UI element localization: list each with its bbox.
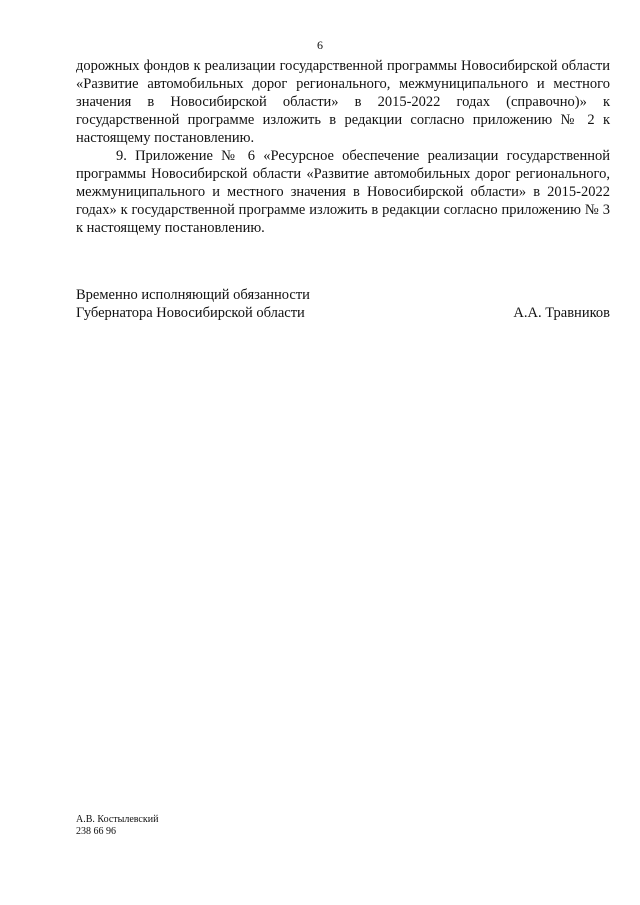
signature-position-line2: Губернатора Новосибирской области: [76, 305, 305, 321]
page-number: 6: [317, 38, 323, 52]
signature-row: [76, 304, 610, 322]
signature-block: [76, 286, 610, 322]
executor-phone: 238 66 96: [76, 826, 116, 837]
executor-footer: [76, 814, 158, 838]
paragraph-9: 9. Приложение № 6 «Ресурсное обеспечение реализации государственной программы Новосибирской области «Развитие автомобильных дорог регионального, межмуниципального и местного значения в Новосибирской области» в 2015-2022 годах» к государственной программе изложить в редакции согласно приложению № 3 к настоящему постановлению.: [76, 148, 610, 236]
signature-position-line1: Временно исполняющий обязанности: [76, 287, 310, 303]
paragraph-continued: дорожных фондов к реализации государственной программы Новосибирской области «Развитие автомобильных дорог регионального, межмуниципального и местного значения в Новосибирской области» в 2015-2022 годах (справочно)» к государственной программе изложить в редакции согласно приложению № 2 к настоящему постановлению.: [76, 58, 610, 146]
signatory-name: А.А. Травников: [513, 305, 610, 321]
document-body: [76, 57, 610, 237]
executor-name: А.В. Костылевский: [76, 814, 159, 825]
